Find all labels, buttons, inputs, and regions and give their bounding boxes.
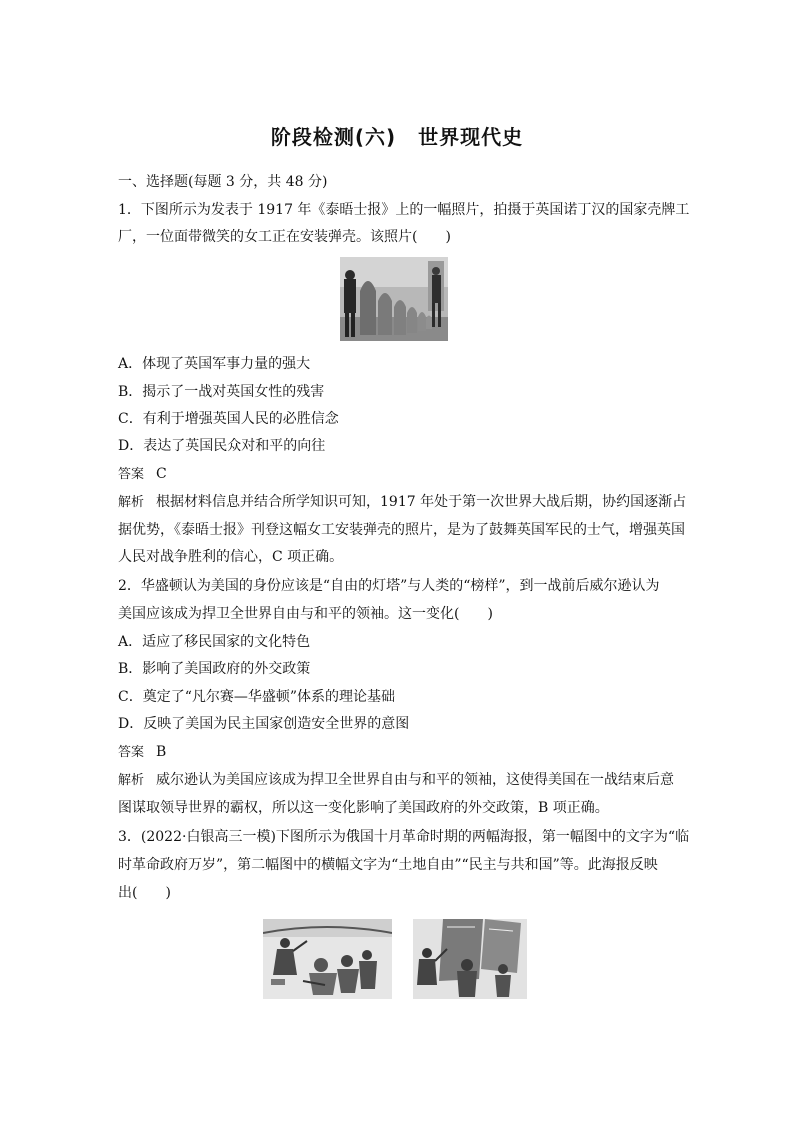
q2-analysis-line1 (118, 771, 674, 790)
q1-stem-line1: 1．下图所示为发表于 1917 年《泰晤士报》上的一幅照片，拍摄于英国诺丁汉的国家壳牌工 (118, 202, 690, 218)
answer-label: 答案 (118, 745, 145, 760)
q2-answer (118, 743, 166, 762)
q2-option-d: D．反映了美国为民主国家创造安全世界的意图 (118, 716, 410, 732)
q2-stem-line2: 美国应该成为捍卫全世界自由与和平的领袖。这一变化( ) (118, 606, 493, 622)
q1-option-c: C．有利于增强英国人民的必胜信念 (118, 411, 339, 427)
q1-stem-line2: 厂，一位面带微笑的女工正在安装弹壳。该照片( ) (118, 229, 451, 245)
page-title (0, 121, 794, 150)
q1-option-a: A．体现了英国军事力量的强大 (118, 356, 311, 372)
answer-label: 答案 (118, 467, 145, 482)
q1-analysis-line2: 据优势，《泰晤士报》刊登这幅女工安装弹壳的照片，是为了鼓舞英国军民的士气，增强英国 (118, 522, 685, 538)
section-heading: 一、选择题(每题 3 分，共 48 分) (118, 174, 328, 190)
q2-option-c: C．奠定了“凡尔赛—华盛顿”体系的理论基础 (118, 689, 396, 705)
analysis-label: 解析 (118, 495, 145, 510)
q3-poster-2 (413, 919, 527, 999)
q3-poster-1 (263, 919, 392, 999)
q1-option-d: D．表达了英国民众对和平的向往 (118, 438, 326, 454)
q3-stem-line3: 出( ) (118, 885, 171, 901)
q2-analysis-line2: 图谋取领导世界的霸权，所以这一变化影响了美国政府的外交政策，B 项正确。 (118, 800, 609, 816)
q1-analysis-line3: 人民对战争胜利的信心，C 项正确。 (118, 549, 344, 565)
q3-stem-line1: 3．(2022·白银高三一模)下图所示为俄国十月革命时期的两幅海报，第一幅图中的文字为“临 (118, 829, 690, 845)
q2-stem-line1: 2．华盛顿认为美国的身份应该是“自由的灯塔”与人类的“榜样”，到一战前后威尔逊认为 (118, 578, 660, 594)
title-main: 阶段检测(六) (270, 125, 397, 149)
answer-value: B (156, 744, 167, 760)
q1-answer (118, 465, 167, 484)
title-sub: 世界现代史 (418, 125, 524, 149)
q1-analysis-line1 (118, 493, 686, 512)
q2-option-a: A．适应了移民国家的文化特色 (118, 634, 311, 650)
analysis-text: 威尔逊认为美国应该成为捍卫全世界自由与和平的领袖，这使得美国在一战结束后意 (156, 772, 675, 788)
q2-option-b: B．影响了美国政府的外交政策 (118, 661, 311, 677)
answer-value: C (156, 466, 167, 482)
analysis-label: 解析 (118, 773, 145, 788)
q1-option-b: B．揭示了一战对英国女性的残害 (118, 384, 325, 400)
q3-stem-line2: 时革命政府万岁”，第二幅图中的横幅文字为“土地自由”“民主与共和国”等。此海报反映 (118, 857, 658, 873)
analysis-text: 根据材料信息并结合所学知识可知，1917 年处于第一次世界大战后期，协约国逐渐占 (156, 494, 687, 510)
q1-photo-women-shells (340, 257, 448, 341)
